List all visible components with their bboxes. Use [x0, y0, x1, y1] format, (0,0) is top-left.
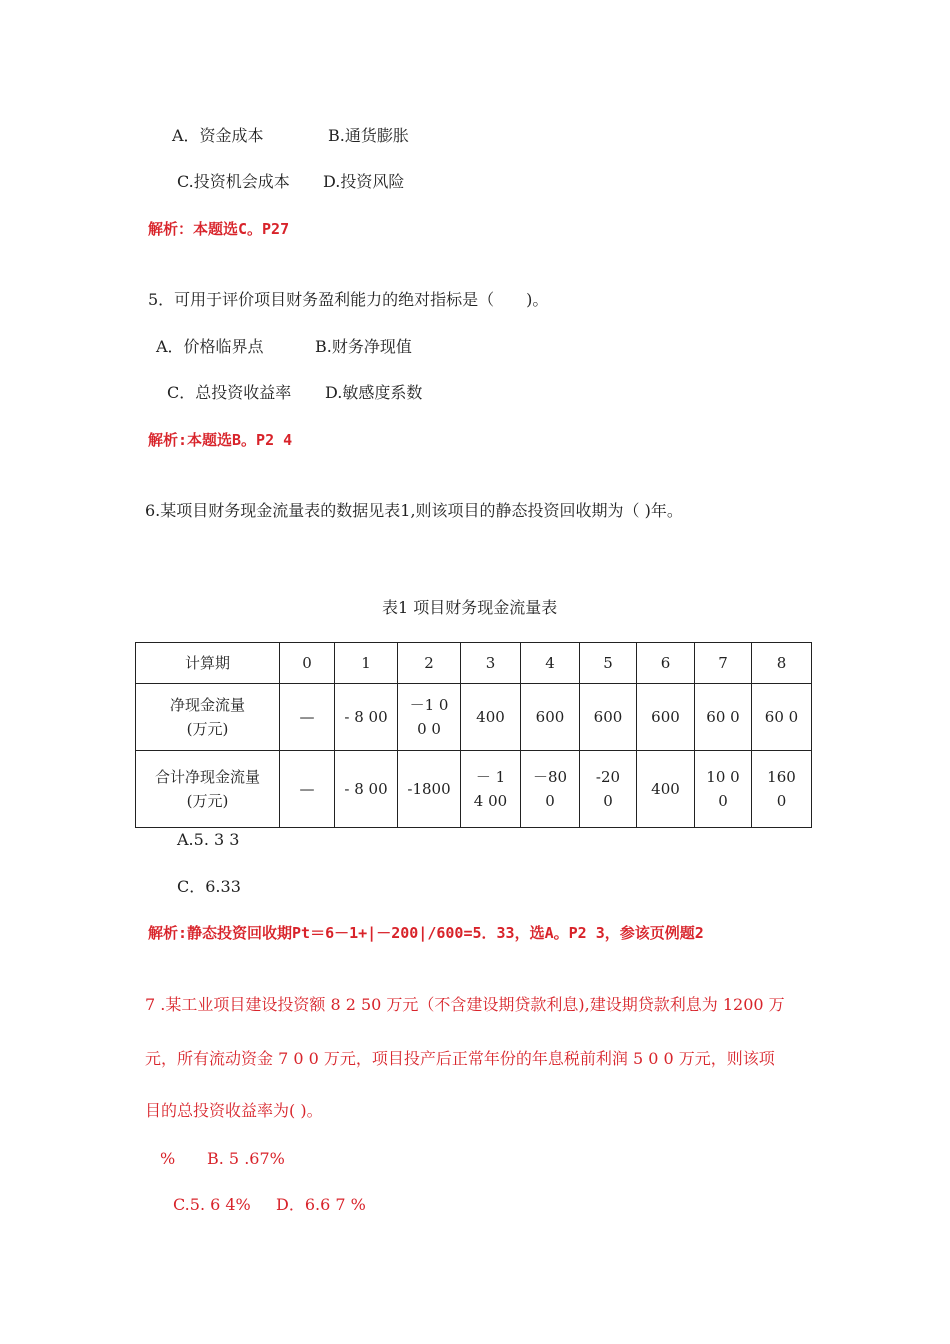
q6-option-a: A.5. 3 3 [177, 830, 240, 849]
table-cell [580, 684, 637, 751]
row-label-line: 净现金流量 [169, 696, 245, 714]
header-cell: 4 [521, 643, 580, 684]
table-caption: 表1 项目财务现金流量表 [382, 598, 558, 617]
table-cell [335, 751, 398, 828]
table-cell [398, 751, 461, 828]
row-label [136, 751, 280, 828]
cell-line: 600 [535, 708, 565, 726]
cash-flow-table [135, 642, 812, 828]
cell-line: — [299, 708, 315, 726]
table-cell [280, 751, 335, 828]
cell-line: 60 0 [764, 708, 799, 726]
header-cell: 0 [280, 643, 335, 684]
header-cell: 6 [637, 643, 695, 684]
cell-line: - 8 00 [344, 708, 388, 726]
cell-line: 0 [603, 792, 613, 810]
header-cell: 计算期 [136, 643, 280, 684]
cell-line: 400 [651, 780, 680, 798]
table-cell [637, 684, 695, 751]
q7-option-b: B. 5 .67% [207, 1149, 285, 1168]
table-cell [280, 684, 335, 751]
q4-analysis: 解析：本题选C。P27 [148, 220, 290, 238]
cell-line: -20 [595, 768, 621, 786]
table-cell [637, 751, 695, 828]
cell-line: 0 [718, 792, 728, 810]
table-cell [521, 751, 580, 828]
q4-option-b: B.通货膨胀 [328, 126, 409, 145]
cell-line: 400 [476, 708, 505, 726]
cell-line: －80 [532, 768, 568, 786]
cell-line: 60 0 [706, 708, 740, 726]
table-cell [580, 751, 637, 828]
cell-line: －1 0 [409, 696, 449, 714]
q7-option-a: % [160, 1149, 176, 1168]
q4-option-a: A．资金成本 [172, 126, 264, 145]
table-cell [461, 684, 521, 751]
cell-line: — [299, 780, 315, 798]
q5-analysis: 解析:本题选B。P2 4 [148, 431, 293, 449]
cell-line: 0 [776, 792, 787, 810]
q7-option-c: C.5. 6 4% [173, 1195, 251, 1214]
cell-line: 600 [593, 708, 623, 726]
cell-line: 0 0 [417, 720, 441, 738]
q6-analysis: 解析:静态投资回收期Pt＝6－1+|－200|/600=5．33，选A。P2 3，参该页例题2 [148, 924, 704, 942]
table-header-row [136, 643, 812, 684]
row-label-line: (万元) [186, 720, 229, 738]
header-cell: 2 [398, 643, 461, 684]
table-cell [521, 684, 580, 751]
cell-line: 4 00 [473, 792, 508, 810]
q6-question: 6.某项目财务现金流量表的数据见表1,则该项目的静态投资回收期为（ )年。 [145, 501, 683, 520]
cell-line: 600 [651, 708, 680, 726]
cell-line: 0 [545, 792, 555, 810]
q7-option-d: D．6.6 7 % [276, 1195, 366, 1214]
q5-option-c: C．总投资收益率 [167, 383, 292, 402]
q4-option-c: C.投资机会成本 [177, 172, 290, 191]
cell-line: 160 [767, 768, 796, 786]
q7-question-line1: 7 .某工业项目建设投资额 8 2 50 万元（不含建设期贷款利息),建设期贷款利息为 1200 万 [145, 995, 785, 1014]
q5-question: 5．可用于评价项目财务盈利能力的绝对指标是（ )。 [148, 290, 549, 309]
header-cell: 7 [695, 643, 752, 684]
q5-option-a: A．价格临界点 [156, 337, 264, 356]
net-cash-flow-row [136, 684, 812, 751]
row-label [136, 684, 280, 751]
table-cell [752, 751, 812, 828]
q5-option-d: D.敏感度系数 [325, 383, 423, 402]
cumulative-cash-flow-row [136, 751, 812, 828]
q7-question-line3: 目的总投资收益率为( )。 [145, 1101, 323, 1120]
cell-line: － 1 [475, 768, 506, 786]
q7-question-line2: 元，所有流动资金 7 0 0 万元，项目投产后正常年份的年息税前利润 5 0 0 万元，则该项 [145, 1049, 775, 1068]
header-cell: 8 [752, 643, 812, 684]
header-cell: 1 [335, 643, 398, 684]
table-cell [752, 684, 812, 751]
cell-line: 10 0 [706, 768, 740, 786]
q4-option-d: D.投资风险 [323, 172, 405, 191]
table-cell [335, 684, 398, 751]
q6-option-c: C．6.33 [177, 877, 241, 896]
header-cell: 5 [580, 643, 637, 684]
q5-option-b: B.财务净现值 [315, 337, 412, 356]
table-cell [695, 751, 752, 828]
table-cell [695, 684, 752, 751]
row-label-line: 合计净现金流量 [154, 768, 260, 786]
table-cell [398, 684, 461, 751]
header-cell: 3 [461, 643, 521, 684]
cell-line: - 8 00 [344, 780, 388, 798]
cell-line: -1800 [407, 780, 451, 798]
table-cell [461, 751, 521, 828]
row-label-line: (万元) [186, 792, 229, 810]
